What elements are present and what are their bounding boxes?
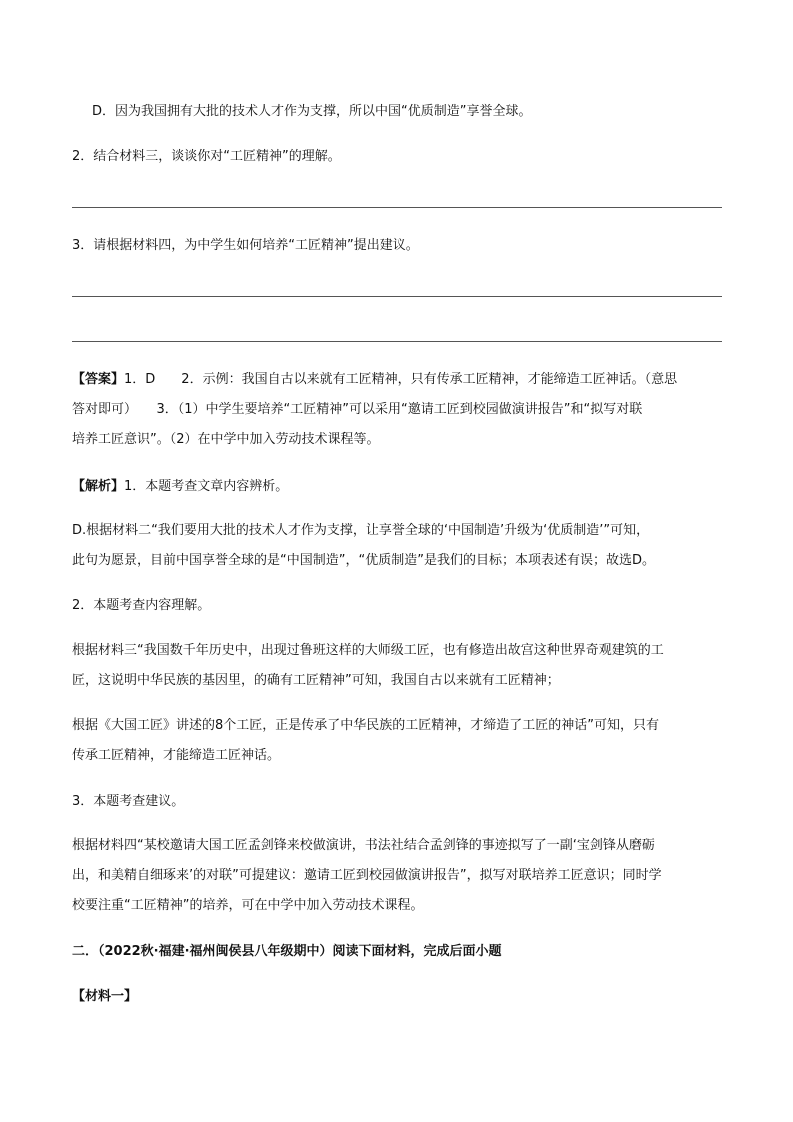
- material-1-label: 【材料一】: [72, 989, 138, 1004]
- q1-option-d: D．因为我国拥有大批的技术人才作为支撑，所以中国“优质制造”享誉全球。: [92, 104, 532, 119]
- answer-line-2: 答对即可） 3．（1）中学生要培养“工匠精神”可以采用“邀请工匠到校园做演讲报告”和“拟写对联: [72, 402, 643, 417]
- answer-text-1: 1．D 2．示例：我国自古以来就有工匠精神，只有传承工匠精神，才能缔造工匠神话。（意思: [124, 372, 678, 387]
- analysis-p3: 2．本题考查内容理解。: [72, 598, 211, 613]
- answer-line-q2: [72, 207, 722, 208]
- analysis-p2-line-1: D.根据材料二“我们要用大批的技术人才作为支撑，让享誉全球的‘中国制造’升级为‘优质制造’”可知，: [72, 523, 650, 538]
- analysis-p5-line-2: 传承工匠精神，才能缔造工匠神话。: [72, 748, 281, 763]
- analysis-p4-line-1: 根据材料三“我国数千年历史中，出现过鲁班这样的大师级工匠，也有修造出故宫这种世界奇观建筑的工: [72, 643, 664, 658]
- analysis-text-1: 1．本题考查文章内容辨析。: [124, 479, 289, 494]
- analysis-p5-line-1: 根据《大国工匠》讲述的8个工匠，正是传承了中华民族的工匠精神，才缔造了工匠的神话”可知，只有: [72, 718, 660, 733]
- answer-line-q3-1: [72, 296, 722, 297]
- answer-line-1: [72, 371, 677, 389]
- question-3: 3．请根据材料四，为中学生如何培养“工匠精神”提出建议。: [72, 238, 419, 253]
- analysis-p7-line-2: 出，和美精自细琢来’的对联”可提建议：邀请工匠到校园做演讲报告”，拟写对联培养工匠意识；同时学: [72, 868, 662, 883]
- answer-line-q3-2: [72, 341, 722, 342]
- analysis-label: 【解析】: [72, 479, 125, 494]
- analysis-p7-line-3: 校要注重“工匠精神”的培养，可在中学中加入劳动技术课程。: [72, 898, 424, 913]
- analysis-p2-line-2: 此句为愿景，目前中国享誉全球的是“中国制造”，“优质制造”是我们的目标；本项表述有误；故选D。: [72, 553, 655, 568]
- analysis-p7-line-1: 根据材料四“某校邀请大国工匠孟剑锋来校做演讲，书法社结合孟剑锋的事迹拟写了一副‘宝剑锋从磨砺: [72, 838, 655, 853]
- analysis-line-1: [72, 478, 288, 496]
- answer-label: 【答案】: [72, 372, 125, 387]
- analysis-p4-line-2: 匠，这说明中华民族的基因里，的确有工匠精神”可知，我国自古以来就有工匠精神；: [72, 673, 560, 688]
- question-2: 2．结合材料三，谈谈你对“工匠精神”的理解。: [72, 149, 341, 164]
- answer-line-3: 培养工匠意识”。（2）在中学中加入劳动技术课程等。: [72, 432, 380, 447]
- section-2-title: 二．（2022秋·福建·福州闽侯县八年级期中）阅读下面材料，完成后面小题: [72, 944, 502, 959]
- analysis-p6: 3．本题考查建议。: [72, 794, 185, 809]
